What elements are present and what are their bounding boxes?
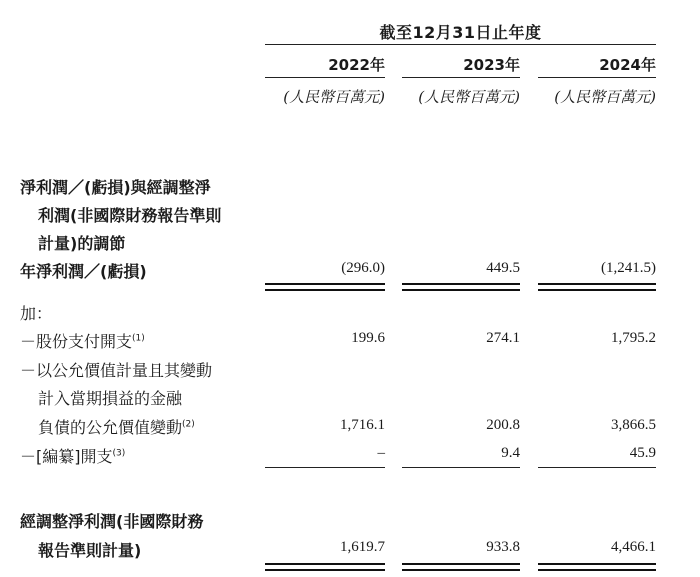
share-comp-note: (1) bbox=[132, 333, 145, 344]
adjusted-double-rule-2022 bbox=[265, 563, 385, 571]
redacted-rule-2023 bbox=[402, 467, 520, 468]
redacted-2023: 9.4 bbox=[501, 445, 520, 461]
unit-2023: (人民幣百萬元) bbox=[418, 88, 520, 106]
year-rule-2022 bbox=[265, 77, 385, 78]
add-label: 加： bbox=[20, 304, 53, 323]
redacted-rule-2022 bbox=[265, 467, 385, 468]
fair-value-2023: 200.8 bbox=[486, 417, 520, 433]
year-2024: 2024年 bbox=[599, 56, 656, 74]
adjusted-label-line1: 經調整淨利潤(非國際財務 bbox=[20, 512, 204, 531]
year-rule-2023 bbox=[402, 77, 520, 78]
share-comp-2024: 1,795.2 bbox=[611, 330, 656, 346]
section-title-line1: 淨利潤／(虧損)與經調整淨 bbox=[20, 178, 211, 197]
net-profit-double-rule-2022 bbox=[265, 283, 385, 291]
redacted-rule-2024 bbox=[538, 467, 656, 468]
share-comp-2022: 199.6 bbox=[351, 330, 385, 346]
fair-value-2024: 3,866.5 bbox=[611, 417, 656, 433]
share-comp-label: －股份支付開支$^{(1)}$ bbox=[20, 332, 145, 351]
period-header: 截至12月31日止年度 bbox=[379, 23, 542, 42]
adjusted-double-rule-2024 bbox=[538, 563, 656, 571]
net-profit-double-rule-2023 bbox=[402, 283, 520, 291]
fair-value-note: (2) bbox=[182, 419, 195, 430]
redacted-2024: 45.9 bbox=[629, 445, 656, 461]
adjusted-2023: 933.8 bbox=[486, 539, 520, 555]
year-2023: 2023年 bbox=[463, 56, 520, 74]
net-profit-2022: (296.0) bbox=[341, 260, 385, 276]
net-profit-2024: (1,241.5) bbox=[601, 260, 656, 276]
section-title-line3: 計量)的調節 bbox=[38, 234, 126, 253]
unit-2024: (人民幣百萬元) bbox=[554, 88, 656, 106]
redacted-2022: – bbox=[377, 445, 385, 461]
fair-value-2022: 1,716.1 bbox=[340, 417, 385, 433]
net-profit-label: 年淨利潤／(虧損) bbox=[20, 262, 147, 281]
year-2022: 2022年 bbox=[328, 56, 385, 74]
adjusted-2022: 1,619.7 bbox=[340, 539, 385, 555]
adjusted-double-rule-2023 bbox=[402, 563, 520, 571]
net-profit-2023: 449.5 bbox=[486, 260, 520, 276]
adjusted-2024: 4,466.1 bbox=[611, 539, 656, 555]
redacted-note: (3) bbox=[112, 448, 126, 459]
header-rule bbox=[265, 44, 656, 45]
net-profit-double-rule-2024 bbox=[538, 283, 656, 291]
share-comp-2023: 274.1 bbox=[486, 330, 520, 346]
adjusted-label-line2: 報告準則計量) bbox=[38, 541, 142, 560]
fair-value-line3: 負債的公允價值變動$^{(2)}$ bbox=[38, 418, 195, 437]
year-rule-2024 bbox=[538, 77, 656, 78]
fair-value-line1: －以公允價值計量且其變動 bbox=[20, 361, 213, 380]
unit-2022: (人民幣百萬元) bbox=[283, 88, 385, 106]
section-title-line2: 利潤(非國際財務報告準則 bbox=[38, 206, 222, 225]
fair-value-line2: 計入當期損益的金融 bbox=[38, 389, 183, 408]
redacted-label: －[編纂]開支$^{(3)}$ bbox=[20, 447, 126, 466]
